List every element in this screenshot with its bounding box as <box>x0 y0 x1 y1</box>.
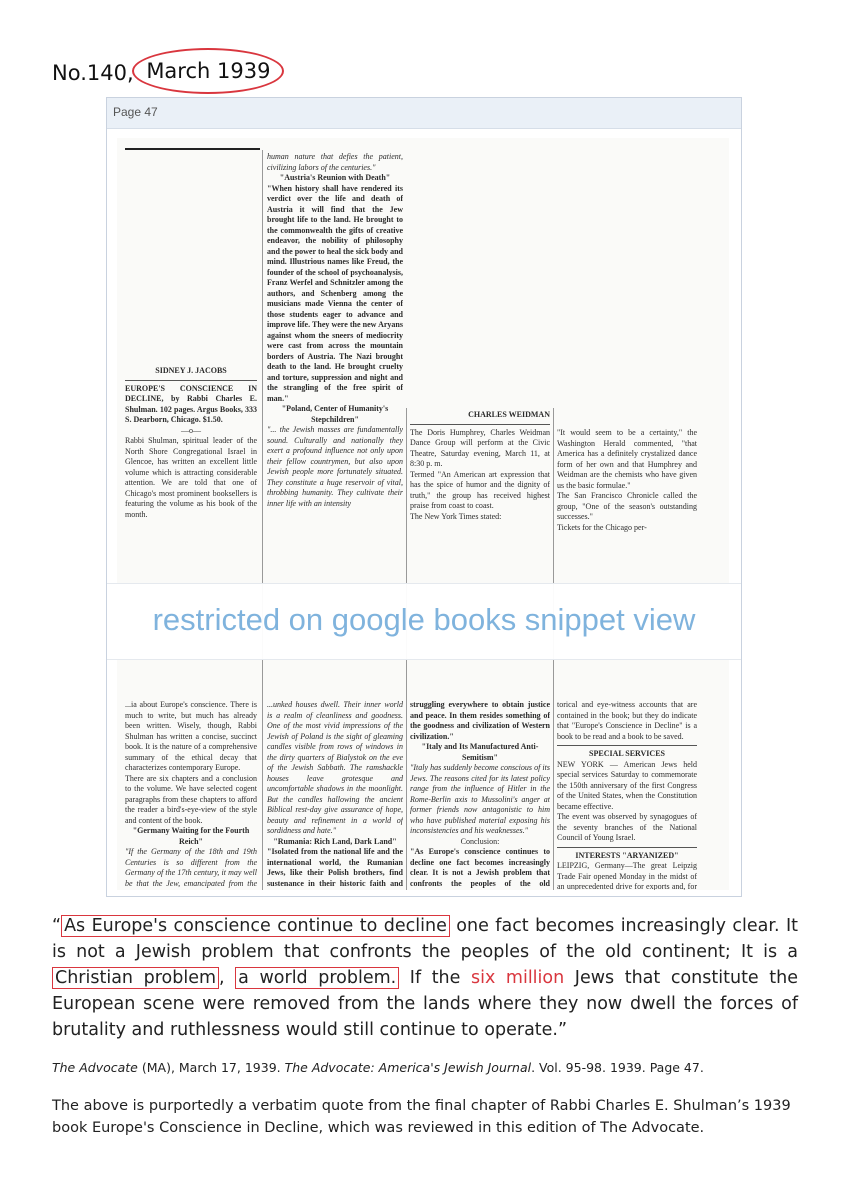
paragraph: "As Europe's conscience continues to decline one fact becomes increasingly clear. It is not a Jewish problem that confronts the peoples of the old <box>410 847 550 888</box>
citation <box>52 1060 798 1075</box>
scan-column-1-lower <box>125 700 257 890</box>
subheading: "Italy and Its Manufactured Anti-Semitism" <box>421 742 539 762</box>
publication-title: The Advocate: America's Jewish Journal <box>284 1060 532 1075</box>
paragraph: Tickets for the Chicago per- <box>557 522 647 532</box>
document-heading <box>52 50 284 96</box>
newspaper-scan <box>117 138 729 890</box>
section-header: CHARLES WEIDMAN <box>468 410 550 419</box>
top-rule <box>125 148 260 150</box>
divider <box>410 424 550 425</box>
paragraph: ...unked houses dwell. Their inner world is a realm of cleanliness and goodness. One of the most vivid impressions of the Jewish of Poland is the sight of gleaming candles visible from rows of windows in the dirty quarters of Bialystok on the eve of the Jewish Sabbath. The ramshackle houses leave grotesque and uncomfortable shadows in the moonlight. But the candles hallowing the ancient Biblical rest-day give assurance of hope, beauty and refinement in a world of sordidness and hate." <box>267 700 403 835</box>
scan-column-3-lower <box>410 700 550 890</box>
boxed-phrase: Christian problem <box>52 967 219 989</box>
boxed-phrase: As Europe's conscience continue to decline <box>61 915 450 937</box>
explanatory-note: The above is purportedly a verbatim quote from the final chapter of Rabbi Charles E. Shulman’s 1939 book Europe's Conscience in Decline, which was reviewed in this edition of The Advocate. <box>52 1098 791 1136</box>
snippet-header-bar <box>107 98 741 129</box>
boxed-phrase: a world problem. <box>235 967 399 989</box>
paragraph: struggling everywhere to obtain justice and peace. In them resides something of the goodness and civilization of Western civilization." <box>410 700 550 741</box>
paragraph: "When history shall have rendered its verdict over the life and death of Austria it will find that the Jew brought life to the land. He brought to the commonwealth the gifts of creative endeavor, the nobility of philosophy and the power to heal the sick body and mind. Illustrious names like Freud, the founder of the school of psychoanalysis, Franz Werfel and Schnitzler among the authors, and Schenberg among the musicians made Vienna the center of those students eager to advance and improve life. They were the new Aryans against whom the sneers of mediocrity were cast from across the mountain borders of Austria. The Nazi brought death to the land. He brought cruelty and torture, suppression and night and the strangling of the free spirit of man." <box>267 183 403 403</box>
quote-text: Jews that constitute the European scene were removed from the lands where they now dwell the forces of brutality and ruthlessness would still continue to operate. <box>52 968 798 1040</box>
scan-column-2-lower <box>267 700 403 890</box>
quote-close-mark: ” <box>557 1020 568 1040</box>
subheading: "Austria's Reunion with Death" <box>279 173 391 182</box>
separator: —o— <box>181 425 201 435</box>
scan-column-2-upper <box>267 152 403 581</box>
subheading: "Rumania: Rich Land, Dark Land" <box>273 836 397 846</box>
quote-open-mark: “ <box>52 916 62 936</box>
restricted-snippet-banner <box>107 583 741 660</box>
subheading: "Germany Waiting for the Fourth Reich" <box>132 826 250 846</box>
page-label: Page 47 <box>113 105 158 119</box>
column-separator <box>262 150 263 890</box>
section-header: SPECIAL SERVICES <box>589 749 665 758</box>
review-heading: EUROPE'S CONSCIENCE IN DECLINE, by Rabbi Charles E. Shulman. 102 pages. Argus Books, 333 S. Dearborn, Chicago. $1.50. <box>125 383 257 424</box>
quote-text: If the <box>399 968 471 988</box>
paragraph: Rabbi Shulman, spiritual leader of the North Shore Congregational Israel in Glencoe, has written an excellent little volume which is attracting considerable attention. We are told that one of Chicago's most prominent booksellers is featuring the volume as his book of the month. <box>125 436 257 519</box>
restricted-notice: restricted on google books snippet view <box>152 602 696 637</box>
citation-text: . Vol. 95-98. 1939. Page 47. <box>531 1060 704 1075</box>
publication-title: The Advocate <box>52 1060 138 1075</box>
quote-text: , <box>219 968 236 988</box>
subheading: Conclusion: <box>460 836 500 846</box>
paragraph: Termed "An American art expression that has the spice of humor and the dignity of truth," the group has received highest praise from coast to coast. <box>410 469 550 510</box>
paragraph: NEW YORK — American Jews held special services Saturday to commemorate the 150th anniversary of the first Congress of the United States, when the Constitution became effective. <box>557 759 697 811</box>
paragraph: "Isolated from the national life and the international world, the Rumanian Jews, like their Polish brothers, find sustenance in their historic faith and <box>267 847 403 888</box>
paragraph: The event was observed by synagogues of the seventy branches of the National Council of Young Israel. <box>557 812 697 842</box>
divider <box>557 745 697 746</box>
paragraph: The Doris Humphrey, Charles Weidman Dance Group will perform at the Civic Theatre, Saturday evening, March 11, at 8:30 p. m. <box>410 427 550 468</box>
paragraph: The San Francisco Chronicle called the group, "One of the season's outstanding successes." <box>557 491 697 521</box>
scan-column-3-upper <box>410 410 550 581</box>
scan-column-4-upper <box>557 428 697 581</box>
section-header: INTERESTS "ARYANIZED" <box>575 850 679 860</box>
quote-text: one fact becomes increasingly clear. It is not a Jewish problem that confronts the peoples of the old continent; It is a <box>52 916 798 962</box>
byline: SIDNEY J. JACOBS <box>155 366 227 375</box>
book-snippet-frame <box>106 97 742 897</box>
issue-number: No.140, <box>52 61 134 85</box>
circled-date: March 1939 <box>132 48 284 94</box>
paragraph: There are six chapters and a conclusion to the volume. We have selected cogent paragraphs from these chapters to afford the reader a bird's-eye-view of the style and content of the book. <box>125 773 257 825</box>
scan-column-4-lower <box>557 700 697 890</box>
paragraph: "Italy has suddenly become conscious of its Jews. The reasons cited for its latest policy range from the influence of Hitler in the Rome-Berlin axis to Mussolini's anger at former friends now antagonistic to him who have published material exposing his inconsistencies and his weaknesses." <box>410 763 550 835</box>
paragraph: human nature that defies the patient, civilizing labors of the centuries." <box>267 152 403 172</box>
paragraph: "It would seem to be a certainty," the Washington Herald commented, "that America has a definitely crystalized dance form of her own and that Humphrey and Weidman are the chemists who have given us the basic formulae." <box>557 428 697 490</box>
paragraph: torical and eye-witness accounts that are contained in the book; but they do indicate that "Europe's Conscience in Decline" is a book to be read and a book to be saved. <box>557 700 697 741</box>
paragraph: "If the Germany of the 18th and 19th Centuries is so different from the Germany of the 17th century, it may well be that the Jew, emancipated from the <box>125 847 257 888</box>
paragraph: ...ia about Europe's conscience. There is much to write, but much has already been written. Wisely, though, Rabbi Shulman has written a concise, succinct book. It is the nature of a comprehensive summary of the ethical decay that characterizes contemporary Europe. <box>125 700 257 772</box>
citation-text: (MA), March 17, 1939. <box>137 1060 285 1075</box>
paragraph: "... the Jewish masses are fundamentally sound. Culturally and nationally they exert a profound influence not only upon their fellow countrymen, but also upon Jewish people more fortunately situated. They constitute a huge reservoir of vital, throbbing humanity. They cultivate their inner life with an intensity <box>267 425 403 508</box>
divider <box>125 380 257 381</box>
scan-column-1-upper <box>125 366 257 576</box>
divider <box>557 847 697 848</box>
paragraph: The New York Times stated: <box>410 511 502 521</box>
highlighted-quote <box>52 913 798 1043</box>
subheading: "Poland, Center of Humanity's Stepchildren" <box>281 404 389 424</box>
red-phrase: six million <box>471 968 565 988</box>
paragraph: LEIPZIG, Germany—The great Leipzig Trade Fair opened Monday in the midst of an unprecedented drive for exports and, for <box>557 861 697 890</box>
